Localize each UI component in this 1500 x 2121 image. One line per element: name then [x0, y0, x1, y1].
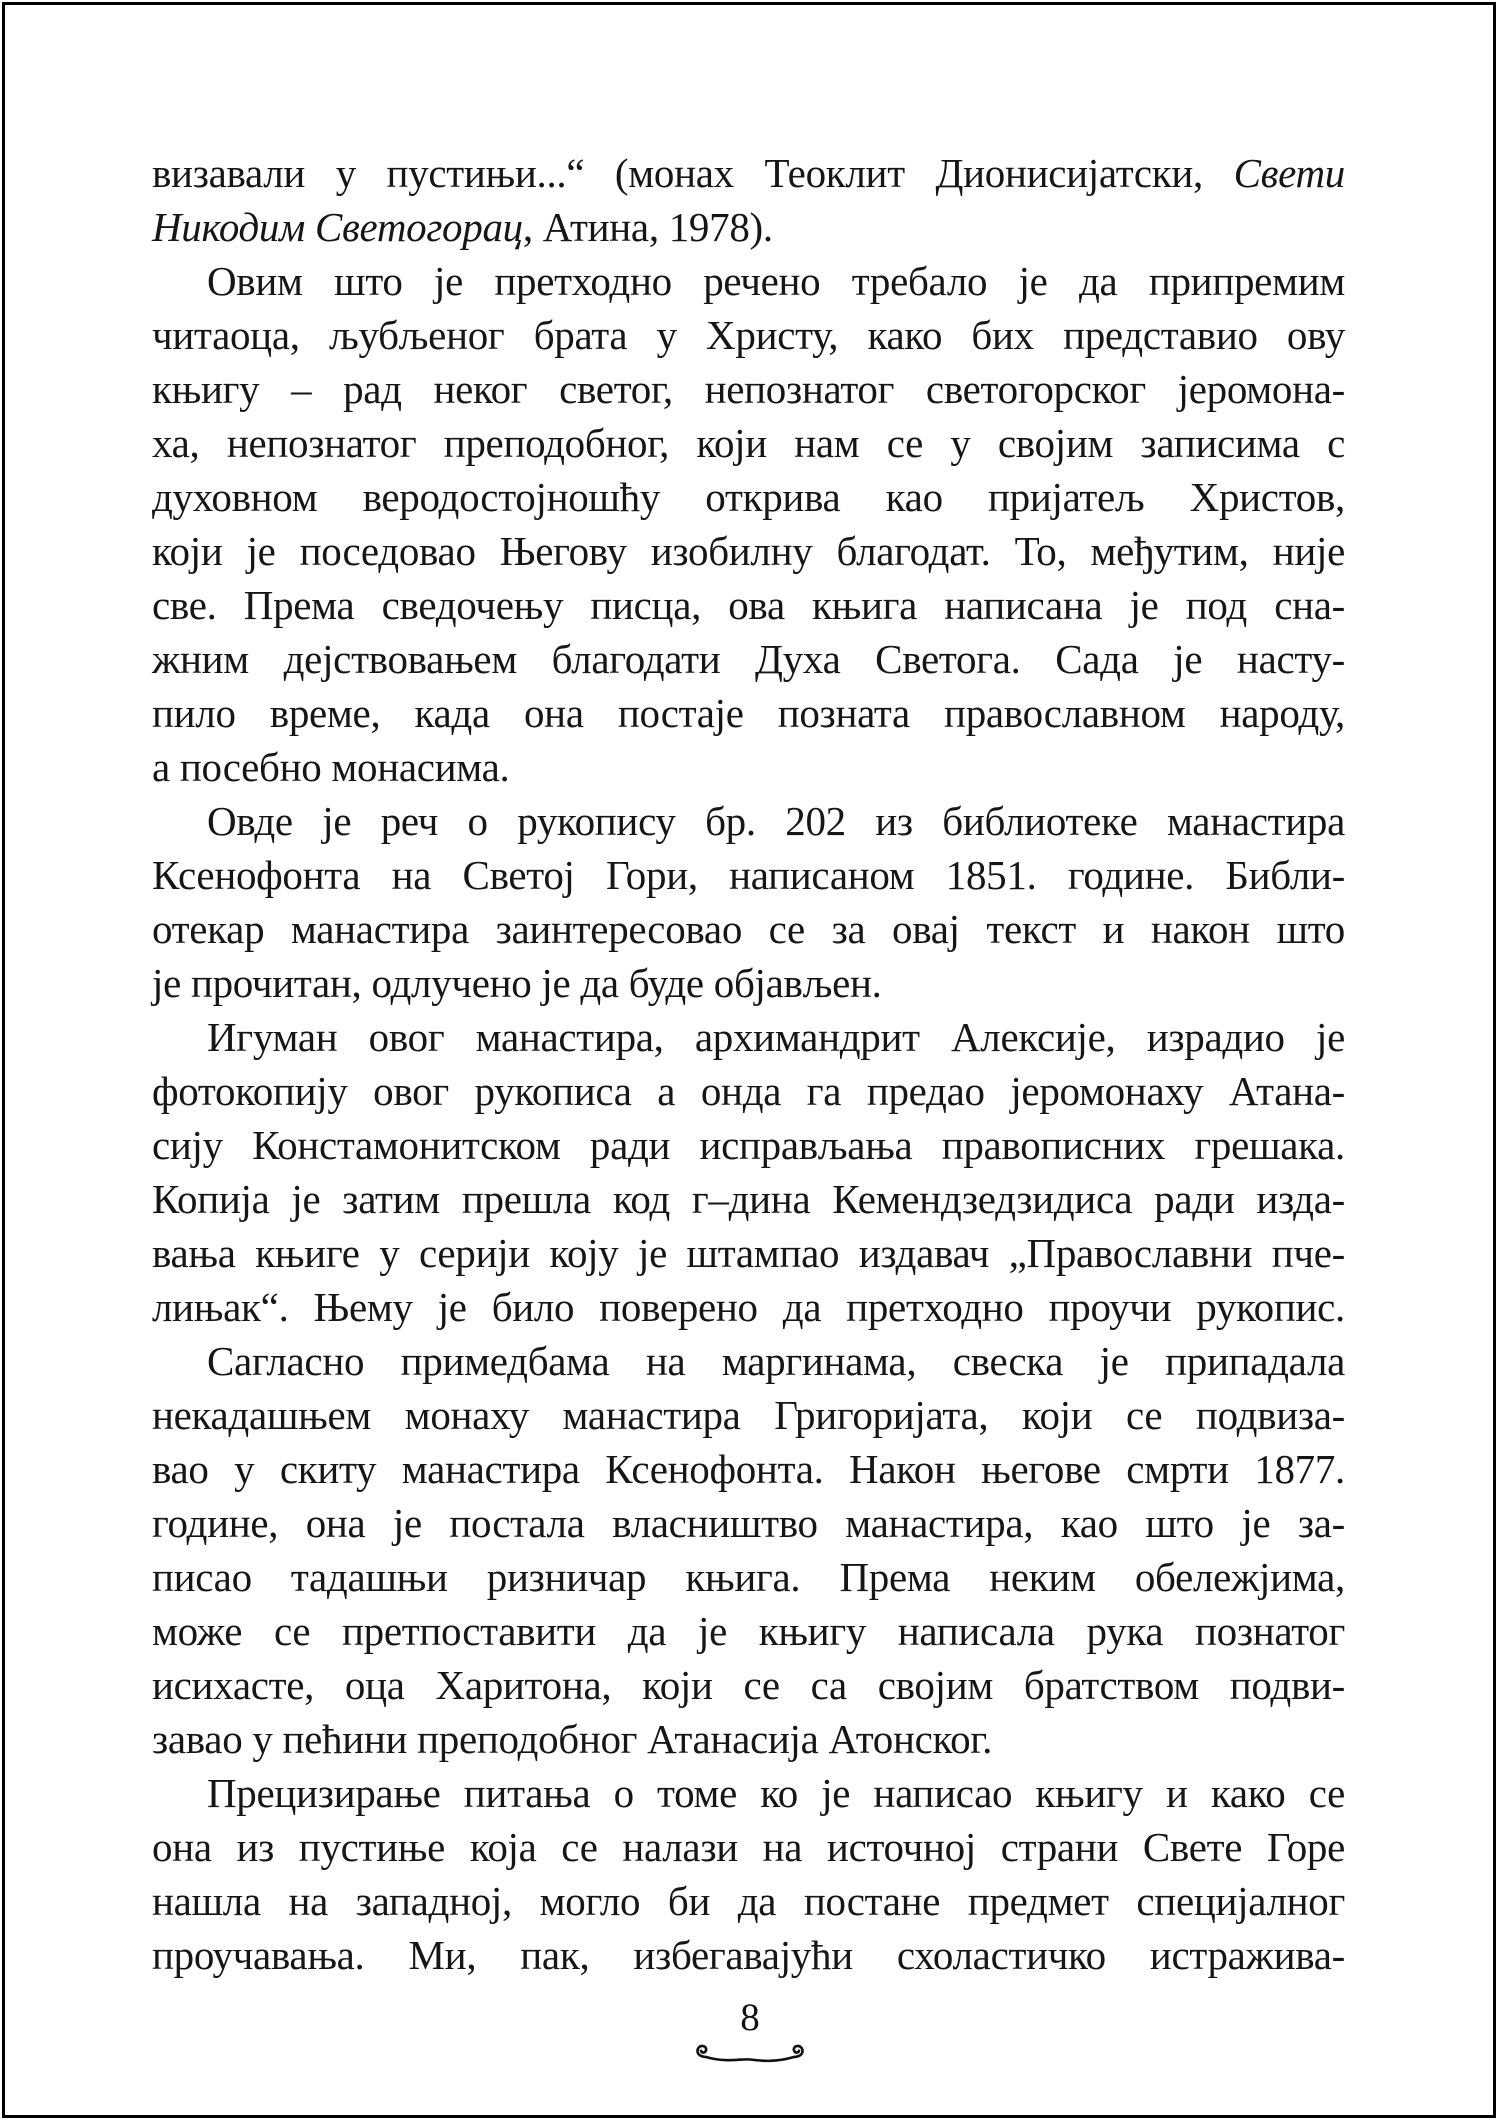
text-line	[152, 578, 1345, 632]
text-segment: она из пустиње која се налази на источној страни Свете Горе	[152, 1824, 1345, 1870]
text-line	[152, 254, 1345, 308]
text-line	[152, 1388, 1345, 1442]
text-segment: је прочитан, одлучено је да буде објављен.	[152, 960, 882, 1006]
text-line	[152, 1064, 1345, 1118]
text-segment: који је поседовао Његову изобилну благодат. То, међутим, није	[152, 528, 1345, 574]
text-line	[152, 1712, 1345, 1766]
text-segment: Прецизирање питања о томе ко је написао књигу и како се	[207, 1770, 1345, 1816]
text-line	[152, 1550, 1345, 1604]
text-segment: све. Према сведочењу писца, ова књига написана је под сна-	[152, 582, 1345, 628]
text-segment: може се претпоставити да је књигу написала рука познатог	[152, 1608, 1345, 1654]
text-segment: исихасте, оца Харитона, који се са својим братством подви-	[152, 1662, 1345, 1708]
text-segment: Ксенофонта на Светој Гори, написаном 1851. године. Библи-	[152, 852, 1345, 898]
text-segment: Овим што је претходно речено требало је да припремим	[207, 258, 1345, 304]
text-line	[152, 1010, 1345, 1064]
text-line	[152, 470, 1345, 524]
text-segment: жним дејствовањем благодати Духа Светога. Сада је насту-	[152, 636, 1345, 682]
text-line	[152, 1874, 1345, 1928]
text-segment: вао у скиту манастира Ксенофонта. Након његове смрти 1877.	[152, 1446, 1345, 1492]
text-segment: духовном веродостојношћу открива као пријатељ Христов,	[152, 474, 1345, 520]
text-line	[152, 416, 1345, 470]
text-line	[152, 308, 1345, 362]
text-segment: а посебно монасима.	[152, 744, 510, 790]
text-line	[152, 794, 1345, 848]
text-segment: пило време, када она постаје позната православном народу,	[152, 690, 1345, 736]
text-line	[152, 1442, 1345, 1496]
text-segment: писао тадашњи ризничар књига. Према неким обележјима,	[152, 1554, 1345, 1600]
text-segment: ха, непознатог преподобног, који нам се у својим записима с	[152, 420, 1345, 466]
text-segment: вања књиге у серији коју је штампао издавач „Православни пче-	[152, 1230, 1345, 1276]
text-segment: проучавања. Ми, пак, избегавајући схоластичко истражива-	[152, 1932, 1345, 1978]
text-line	[152, 362, 1345, 416]
page-footer	[0, 1998, 1500, 2065]
text-line	[152, 902, 1345, 956]
text-segment: фотокопију овог рукописа а онда га предао јеромонаху Атана-	[152, 1068, 1345, 1114]
text-line	[152, 1658, 1345, 1712]
text-segment: сију Констамонитском ради исправљања правописних грешака.	[152, 1122, 1345, 1168]
text-line	[152, 1226, 1345, 1280]
text-segment: Сагласно примедбама на маргинама, свеска је припадала	[207, 1338, 1345, 1384]
text-line	[152, 1928, 1345, 1982]
text-segment: Игуман овог манастира, архимандрит Алексије, израдио је	[207, 1014, 1345, 1060]
text-line	[152, 1604, 1345, 1658]
text-line	[152, 1172, 1345, 1226]
text-line	[152, 1280, 1345, 1334]
scroll-flourish-icon	[692, 2039, 808, 2065]
italic-text-segment: Никодим Светогорац	[152, 204, 523, 250]
text-line	[152, 146, 1345, 200]
text-line	[152, 1496, 1345, 1550]
text-segment: завао у пећини преподобног Атанасија Атонског.	[152, 1716, 993, 1762]
text-line	[152, 1766, 1345, 1820]
text-segment: године, она је постала власништво манастира, као што је за-	[152, 1500, 1345, 1546]
text-line	[152, 1118, 1345, 1172]
text-line	[152, 524, 1345, 578]
italic-text-segment: Свети	[1233, 150, 1345, 196]
text-segment: нашла на западној, могло би да постане предмет специјалног	[152, 1878, 1345, 1924]
text-block	[152, 146, 1345, 1982]
text-line	[152, 1334, 1345, 1388]
text-segment: визавали у пустињи...“ (монах Теоклит Дионисијатски,	[152, 150, 1234, 196]
text-line	[152, 200, 1345, 254]
text-line	[152, 686, 1345, 740]
text-line	[152, 632, 1345, 686]
text-line	[152, 956, 1345, 1010]
text-segment: лињак“. Њему је било поверено да претходно проучи рукопис.	[152, 1284, 1345, 1330]
text-segment: некадашњем монаху манастира Григоријата, који се подвиза-	[152, 1392, 1345, 1438]
page-number: 8	[740, 1996, 760, 2039]
text-segment: отекар манастира заинтересовао се за овај текст и након што	[152, 906, 1345, 952]
text-segment: читаоца, љубљеног брата у Христу, како бих представио ову	[152, 312, 1345, 358]
text-line	[152, 1820, 1345, 1874]
text-segment: књигу – рад неког светог, непознатог светогорског јеромона-	[152, 366, 1345, 412]
text-segment: , Атина, 1978).	[522, 204, 773, 250]
text-segment: Копија је затим прешла код г–дина Кемендзедзидиса ради изда-	[152, 1176, 1345, 1222]
text-line	[152, 848, 1345, 902]
text-line	[152, 740, 1345, 794]
text-segment: Овде је реч о рукопису бр. 202 из библиотеке манастира	[207, 798, 1345, 844]
